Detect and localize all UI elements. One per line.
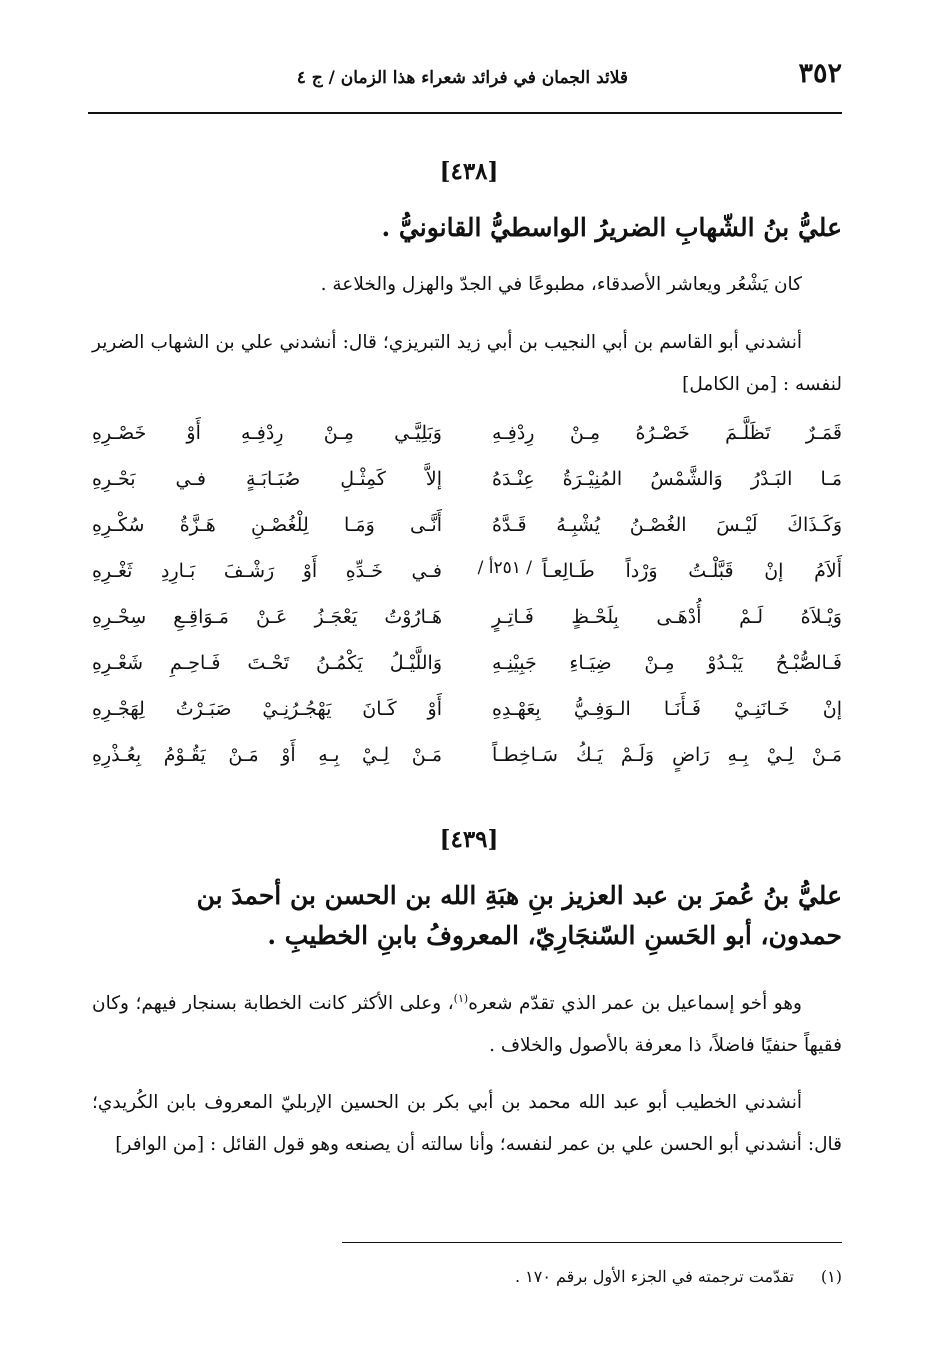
verse-first-hemistich: أَلاَمُ إنْ قَبَّلْـتُ وَرْداً طَـالِعـاً	[542, 560, 842, 582]
verse-first-hemistich: وَيْـلاَهُ لَـمْ أُدْهَـى بِلَحْـظٍ فَـاتِـرٍ	[492, 606, 842, 628]
verse-first-hemistich: فَـالصُّبْـحُ يَبْـدُوْ مِـنْ ضِيَـاءِ جَبِيْنِـهِ	[492, 652, 842, 674]
verse	[92, 594, 842, 640]
verse-second-hemistich: مَـنْ لِـيْ بِـهِ أَوْ مَـنْ يَقُـوْمُ بِعُـذْرِهِ	[92, 744, 442, 766]
verse-first-hemistich: قَمَـرٌ تَظَلَّـمَ خَصْـرُهُ مِـنْ رِدْفِـهِ	[492, 422, 842, 444]
footnote-rule	[342, 1242, 842, 1243]
verse-first-hemistich: مَـنْ لِـيْ بِـهِ رَاضٍ وَلَـمْ يَـكُ سَـاخِطـاً	[492, 744, 842, 766]
entry-name-439-line2: حمدون، أبو الحَسنِ السّنجَارِيّ، المعروفُ بابنِ الخطيبِ .	[267, 921, 842, 950]
meter-label-438: [من الكامل]	[682, 374, 777, 395]
intro-text-439: أنشدني الخطيب أبو عبد الله محمد بن أبي بكر بن الحسين الإربليّ المعروف بابن الكُريدي؛ قال: أنشدني أبو الحسن علي بن عمر لنفسه؛ وأنا سالته أن يصنعه وهو قول القائل :	[92, 1092, 842, 1155]
verse	[92, 410, 842, 456]
bio-text-439-a: وهو أخو إسماعيل بن عمر الذي تقدّم شعره	[468, 993, 802, 1015]
verse	[92, 640, 842, 686]
footnote-reference[interactable]: (١)	[453, 992, 469, 1005]
footnote-text: تقدّمت ترجمته في الجزء الأول برقم ١٧٠ .	[514, 1267, 794, 1286]
entry-bio-438	[92, 264, 842, 306]
verse-second-hemistich: فـي خَـدِّهِ أَوْ رَشْـفَ بَـارِدِ ثَغْـرِهِ	[92, 560, 442, 582]
folio-marker: / ٢٥١أ /	[477, 558, 532, 578]
entry-number-438: [٤٣٨]	[439, 158, 499, 185]
header-rule	[88, 112, 842, 114]
verse	[92, 732, 842, 778]
verse	[92, 456, 842, 502]
entry-name-439	[160, 876, 842, 956]
poem-438	[92, 410, 842, 778]
intro-text-438: أنشدني أبو القاسم بن أبي النجيب بن أبي زيد التبريزي؛ قال: أنشدني علي بن الشهاب الضرير لنفسه :	[92, 332, 842, 395]
verse-second-hemistich: أَوْ كَـانَ يَهْجُـرُنِـيْ صَبَـرْتُ لِهَجْـرِهِ	[92, 698, 442, 720]
verse	[92, 502, 842, 548]
entry-name-439-line1: عليُّ بنُ عُمرَ بن عبد العزيز بنِ هبَةِ الله بن الحسن بن أحمدَ بن	[196, 881, 842, 910]
verse	[92, 686, 842, 732]
entry-bio-439	[92, 978, 842, 1067]
entry-name-438: عليُّ بنُ الشّهابِ الضريرُ الواسطيُّ القانونيُّ .	[381, 213, 842, 242]
verse-second-hemistich: إلاَّ كَمِثْـلِ صُبَـابَـةٍ فـي بَحْـرِهِ	[92, 468, 442, 490]
verse-second-hemistich: أَنَّـى وَمَـا لِلْغُصْـنِ هَـزَّةُ سُكْـرِهِ	[92, 514, 442, 536]
entry-intro-439	[92, 1082, 842, 1166]
bio-text-438: كان يَشْعُر ويعاشر الأصدقاء، مطبوعًا في الجدّ والهزل والخلاعة .	[320, 274, 802, 295]
running-title: قلائد الجمان في فرائد شعراء هذا الزمان / ج ٤	[296, 68, 628, 88]
verse-second-hemistich: وَاللَّيْـلُ يَكْمُـنُ تَحْـتَ فَـاحِـمِ شَعْـرِهِ	[92, 652, 442, 674]
entry-number-439: [٤٣٩]	[439, 826, 499, 853]
verse-first-hemistich: إنْ خَـانَنِـيْ فَـأَنَـا الـوَفِـيُّ بِعَهْـدِهِ	[492, 698, 842, 720]
bio-text-439-b: ، وعلى الأكثر كانت الخطابة بسنجار فيهم؛ وكان فقيهاً حنفيًا فاضلاً، ذا معرفة بالأصول والخلاف .	[92, 993, 842, 1057]
page-number: ٣٥٢	[798, 58, 842, 89]
running-header	[88, 58, 842, 104]
footnote	[150, 1262, 842, 1292]
verse-first-hemistich: وَكَـذَاكَ لَيْـسَ الغُصْـنُ يُشْبِـهُ قَـدَّهُ	[492, 514, 842, 536]
meter-label-439: [من الوافر]	[115, 1134, 205, 1155]
entry-intro-438	[92, 322, 842, 406]
verse-second-hemistich: هَـارُوْتُ يَعْجَـزُ عَـنْ مَـوَاقِـعِ سِحْـرِهِ	[92, 606, 442, 628]
verse	[92, 548, 842, 594]
verse-first-hemistich: مَـا البَـدْرُ وَالشَّمْسُ المُنِيْـرَةُ عِنْـدَهُ	[492, 468, 842, 490]
verse-second-hemistich: وَبَلِيَّـي مِـنْ رِدْفِـهِ أَوْ خَصْـرِهِ	[92, 422, 442, 444]
footnote-mark: (١)	[820, 1267, 842, 1286]
